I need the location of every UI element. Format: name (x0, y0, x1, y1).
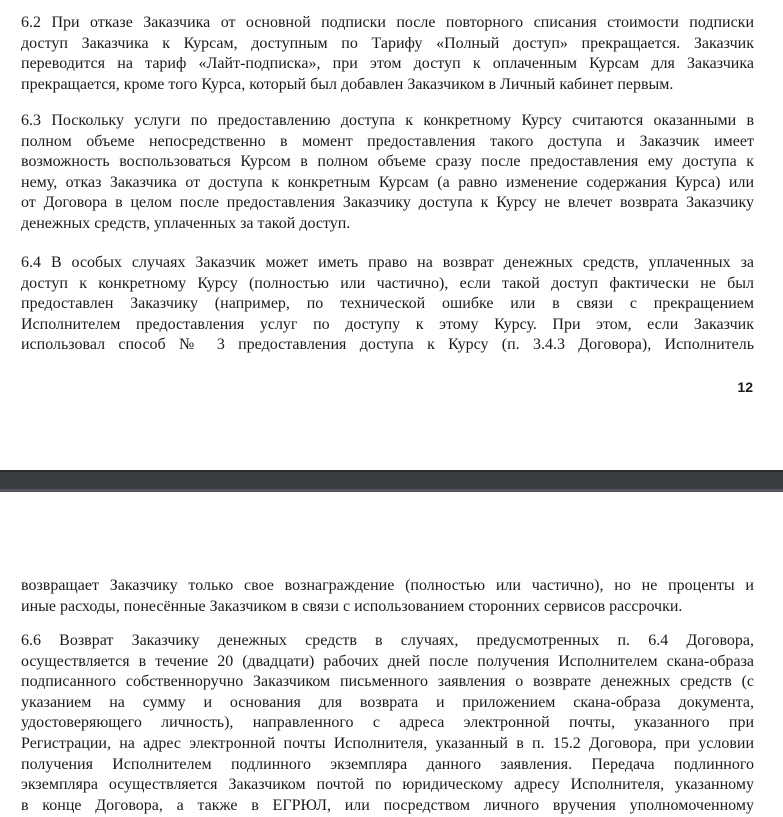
paragraph-line: 6.4 В особых случаях Заказчик может иметь право на возврат денежных средств, уплаченных за (21, 254, 754, 271)
paragraph-line: денежных средств, уплаченных за такой доступ. (21, 214, 351, 232)
paragraph-line: указанием на сумму и основания для возврата и приложением скана-образа документа, (21, 693, 754, 711)
document-page-13 (0, 492, 783, 817)
paragraph-line: 6.6 Возврат Заказчику денежных средств в случаях, предусмотренных п. 6.4 Договора, (21, 632, 754, 649)
paragraph-line: от Договора в целом после предоставления Заказчику доступа к Курсу не влечет возврата Заказчику (21, 194, 754, 212)
paragraph-line: Регистрации, на адрес электронной почты Исполнителя, указанный в п. 15.2 Договора, при условии (21, 734, 754, 752)
paragraph-line: экземпляра осуществляется Заказчиком почтой по юридическому адресу Исполнителя, указанному (21, 776, 754, 794)
paragraph-line: доступ к конкретному Курсу (полностью или частично), если такой доступ фактически не был (21, 274, 754, 292)
paragraph-line: прекращается, кроме того Курса, который был добавлен Заказчиком в Личный кабинет первым. (21, 75, 674, 93)
paragraph-6-6 (21, 632, 754, 817)
paragraph-6-4 (21, 254, 754, 357)
paragraph-line: удостоверяющего личность), направленного с адреса электронной почты, указанного при (21, 714, 754, 732)
paragraph-line: иные расходы, понесённые Заказчиком в связи с использованием сторонних сервисов рассрочки. (21, 597, 683, 615)
paragraph-line: предоставлен Заказчику (например, по технической ошибке или в связи с прекращением (21, 295, 754, 313)
paragraph-6-3 (21, 112, 754, 236)
page-number: 12 (737, 379, 753, 395)
paragraph-line: использовал способ № 3 предоставления доступа к Курсу (п. 3.4.3 Договора), Исполнитель (21, 336, 754, 354)
paragraph-line: возможность воспользоваться Курсом в полном объеме сразу после предоставления ему доступа к (21, 153, 754, 171)
paragraph-line: получения Исполнителем подлинного экземпляра данного заявления. Передача подлинного (21, 755, 754, 773)
paragraph-line: нему, отказ Заказчика от доступа к конкретным Курсам (а равно изменение содержания Курса) или (21, 173, 754, 191)
paragraph-line: 6.2 При отказе Заказчика от основной подписки после повторного списания стоимости подписки (21, 14, 754, 31)
paragraph-line: доступ Заказчика к Курсам, доступным по Тарифу «Полный доступ» прекращается. Заказчик (21, 34, 754, 52)
paragraph-line: осуществляется в течение 20 (двадцати) рабочих дней после получения Исполнителем скана-образа (21, 652, 754, 670)
paragraph-6-2 (21, 14, 754, 96)
paragraph-line: переводится на тариф «Лайт-подписка», при этом доступ к оплаченным Курсам для Заказчика (21, 55, 754, 73)
paragraph-line: возвращает Заказчику только свое вознаграждение (полностью или частично), но не проценты и (21, 577, 754, 594)
page-separator (0, 470, 783, 492)
paragraph-6-4-continued (21, 577, 754, 618)
paragraph-line: Исполнителем предоставления услуг по доступу к этому Курсу. При этом, если Заказчик (21, 315, 754, 333)
paragraph-line: в конце Договора, а также в ЕГРЮЛ, или посредством личного вручения уполномоченному (21, 796, 754, 814)
paragraph-line: полном объеме непосредственно в момент предоставления такого доступа и Заказчик имеет (21, 132, 754, 150)
paragraph-line: 6.3 Поскольку услуги по предоставлению доступа к конкретному Курсу считаются оказанными в (21, 112, 754, 129)
paragraph-line: подписанного собственноручно Заказчиком письменного заявления о возврате денежных средств (с (21, 673, 754, 691)
